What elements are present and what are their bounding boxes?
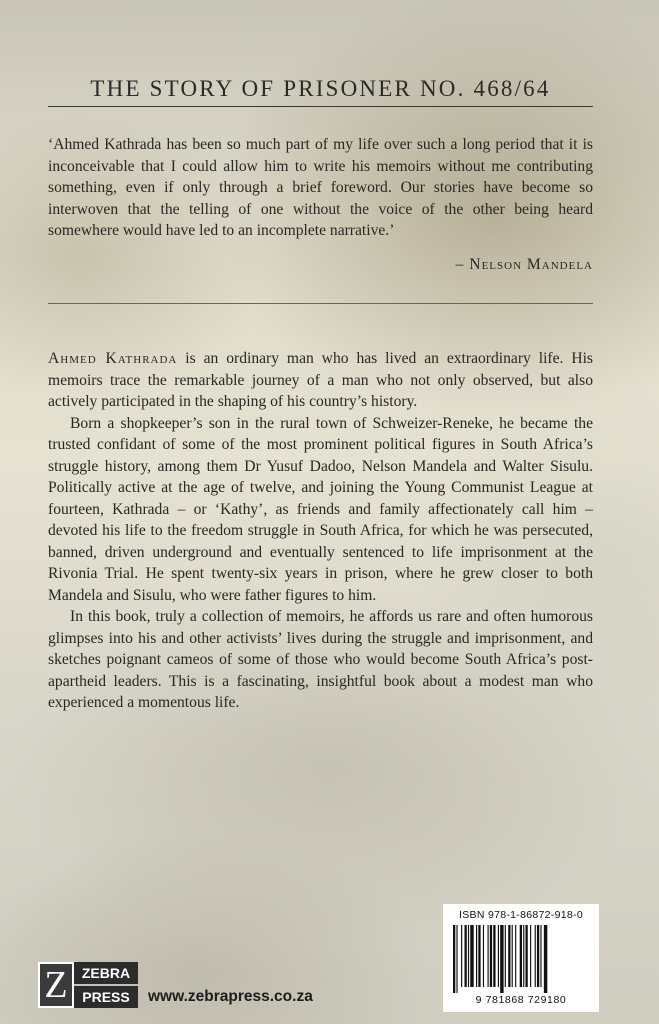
logo-word-zebra: ZEBRA [74, 962, 138, 984]
publisher-website: www.zebrapress.co.za [148, 988, 313, 1005]
logo-z-mark: Z [38, 962, 74, 1008]
quote-attribution: – Nelson Mandela [455, 256, 593, 273]
isbn-label: ISBN 978-1-86872-918-0 [459, 909, 583, 921]
mandela-quote: ‘Ahmed Kathrada has been so much part of my life over such a long period that it is inconceivable that I could allow him to write his memoirs without me contributing something, even if only through a brief foreword. Our stories have become so interwoven that the telling of one without the voice of the other being heard somewhere would have led to an incomplete narrative.’ [48, 136, 593, 239]
book-description [48, 348, 593, 714]
barcode-bars [451, 925, 591, 993]
barcode-digits: 9 781868 729180 [475, 994, 567, 1006]
description-paragraph-2: Born a shopkeeper’s son in the rural town of Schweizer-Reneke, he became the trusted confidant of some of the most prominent political figures in South Africa’s struggle history, among them Dr Yusuf Dadoo, Nelson Mandela and Walter Sisulu. Politically active at the age of twelve, and joining the Young Communist League at fourteen, Kathrada – or ‘Kathy’, as friends and family affectionately call him – devoted his life to the freedom struggle in South Africa, for which he was persecuted, banned, driven underground and eventually sentenced to life imprisonment at the Rivonia Trial. He spent twenty-six years in prison, where he grew closer to both Mandela and Sisulu, who were father figures to him. [48, 414, 593, 604]
description-paragraph-3: In this book, truly a collection of memoirs, he affords us rare and often humorous glimpses into his and other activists’ lives during the struggle and imprisonment, and sketches poignant cameos of some of those who would become South Africa’s post-apartheid leaders. This is a fascinating, insightful book about a modest man who experienced a momentous life. [48, 608, 593, 711]
paragraph-1-text: is an ordinary man who has lived an extraordinary life. His memoirs trace the remarkable journey of a man who not only observed, but also actively participated in the shaping of his country’s history. [48, 350, 593, 410]
header-divider [48, 106, 593, 107]
back-cover-tagline: THE STORY OF PRISONER NO. 468/64 [90, 76, 551, 101]
description-paragraph-1 [48, 348, 593, 413]
author-name: Ahmed Kathrada [48, 350, 178, 367]
zebra-press-logo [38, 962, 143, 1008]
isbn-barcode [443, 904, 599, 1012]
section-divider [48, 303, 593, 304]
logo-word-press: PRESS [74, 986, 138, 1008]
